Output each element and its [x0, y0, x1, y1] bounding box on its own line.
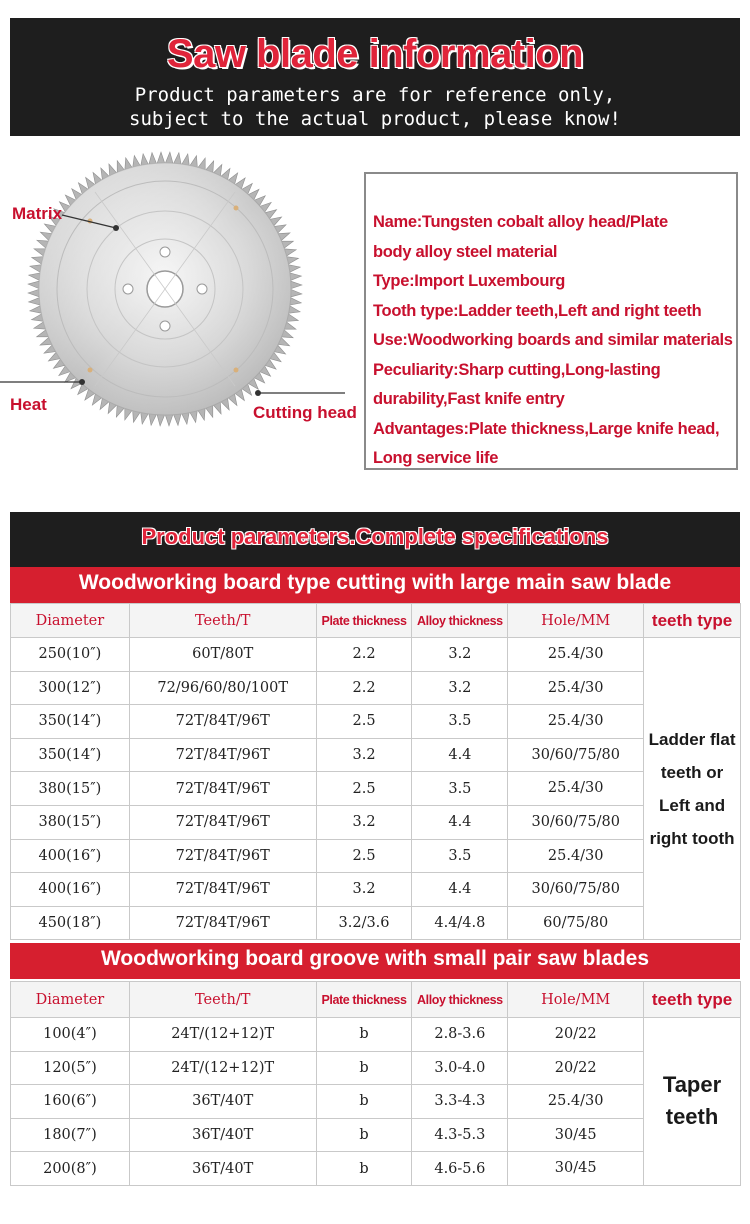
- table-row: [11, 805, 741, 839]
- diameter-cell: 350(14″): [11, 738, 130, 772]
- alloy-thickness-header: Alloy thickness: [412, 982, 508, 1018]
- plate-thickness-header: Plate thickness: [316, 604, 412, 638]
- alloy-thickness-cell: 3.3-4.3: [412, 1085, 508, 1119]
- teeth-cell: 72/96/60/80/100T: [129, 671, 316, 705]
- plate-thickness-header: Plate thickness: [316, 982, 412, 1018]
- table-row: [11, 906, 741, 940]
- alloy-thickness-header: Alloy thickness: [412, 604, 508, 638]
- diameter-cell: 400(16″): [11, 839, 130, 873]
- alloy-thickness-cell: 4.4: [412, 805, 508, 839]
- plate-thickness-cell: 2.5: [316, 705, 412, 739]
- info-line: durability,Fast knife entry: [373, 390, 565, 408]
- teeth-cell: 72T/84T/96T: [129, 738, 316, 772]
- teeth-type-line: teeth or: [660, 762, 724, 782]
- diameter-cell: 300(12″): [11, 671, 130, 705]
- plate-thickness-cell: 3.2/3.6: [316, 906, 412, 940]
- alloy-thickness-cell: 3.5: [412, 772, 508, 806]
- plate-thickness-cell: b: [316, 1051, 412, 1085]
- teeth-cell: 72T/84T/96T: [129, 772, 316, 806]
- teeth-cell: 72T/84T/96T: [129, 705, 316, 739]
- alloy-thickness-cell: 4.3-5.3: [412, 1118, 508, 1152]
- teeth-cell: 24T/(12+12)T: [129, 1018, 316, 1052]
- hole-cell: 30/60/75/80: [508, 873, 644, 907]
- hole-cell: 25.4/30: [508, 772, 644, 806]
- table-row: [11, 638, 741, 672]
- teeth-cell: 36T/40T: [129, 1085, 316, 1119]
- info-line: Peculiarity:Sharp cutting,Long-lasting: [373, 360, 661, 379]
- diameter-header: Diameter: [11, 982, 130, 1018]
- saw-blade-illustration: [0, 150, 360, 470]
- teeth-cell: 72T/84T/96T: [129, 873, 316, 907]
- hole-cell: 25.4/30: [508, 638, 644, 672]
- hole-cell: 25.4/30: [508, 839, 644, 873]
- table-row: [11, 1118, 741, 1152]
- hole-cell: 30/45: [508, 1118, 644, 1152]
- diameter-cell: 400(16″): [11, 873, 130, 907]
- plate-thickness-cell: 2.2: [316, 671, 412, 705]
- diameter-cell: 380(15″): [11, 805, 130, 839]
- diameter-header: Diameter: [11, 604, 130, 638]
- info-line: Name:Tungsten cobalt alloy head/Plate: [373, 213, 668, 231]
- params-banner-title: Product parameters.Complete specifications: [141, 524, 609, 549]
- small-blade-spec-table: [10, 981, 741, 1186]
- table-row: [11, 1152, 741, 1186]
- page-title: Saw blade information: [166, 32, 584, 76]
- teeth-cell: 60T/80T: [129, 638, 316, 672]
- header-banner: [10, 18, 740, 136]
- teeth-cell: 36T/40T: [129, 1118, 316, 1152]
- hole-cell: 60/75/80: [508, 906, 644, 940]
- diameter-cell: 450(18″): [11, 906, 130, 940]
- hole-cell: 25.4/30: [508, 705, 644, 739]
- teeth-cell: 72T/84T/96T: [129, 839, 316, 873]
- diameter-cell: 250(10″): [11, 638, 130, 672]
- params-banner: [10, 512, 740, 568]
- diameter-cell: 350(14″): [11, 705, 130, 739]
- teeth-cell: 36T/40T: [129, 1152, 316, 1186]
- table-row: [11, 1018, 741, 1052]
- plate-thickness-cell: b: [316, 1018, 412, 1052]
- diameter-cell: 380(15″): [11, 772, 130, 806]
- teeth-type-cell: [644, 1018, 741, 1186]
- teeth-type-header: teeth type: [644, 604, 741, 638]
- teeth-header: Teeth/T: [129, 982, 316, 1018]
- alloy-thickness-cell: 3.0-4.0: [412, 1051, 508, 1085]
- hole-header: Hole/MM: [508, 982, 644, 1018]
- teeth-header: Teeth/T: [129, 604, 316, 638]
- plate-thickness-cell: 2.5: [316, 839, 412, 873]
- hole-cell: 20/22: [508, 1051, 644, 1085]
- teeth-cell: 24T/(12+12)T: [129, 1051, 316, 1085]
- teeth-type-line: Ladder flat: [648, 729, 736, 749]
- table-row: [11, 705, 741, 739]
- alloy-thickness-cell: 4.4/4.8: [412, 906, 508, 940]
- table-header-row: [11, 982, 741, 1018]
- plate-thickness-cell: 3.2: [316, 805, 412, 839]
- alloy-thickness-cell: 4.4: [412, 873, 508, 907]
- info-line: body alloy steel material: [373, 242, 558, 261]
- alloy-thickness-cell: 4.6-5.6: [412, 1152, 508, 1186]
- hole-cell: 30/60/75/80: [508, 738, 644, 772]
- alloy-thickness-cell: 3.5: [412, 839, 508, 873]
- diameter-cell: 160(6″): [11, 1085, 130, 1119]
- alloy-thickness-cell: 2.8-3.6: [412, 1018, 508, 1052]
- heat-label: Heat: [10, 395, 47, 414]
- table1-title: Woodworking board type cutting with large main saw blade: [78, 571, 672, 594]
- plate-thickness-cell: b: [316, 1085, 412, 1119]
- table-row: [11, 839, 741, 873]
- hole-cell: 25.4/30: [508, 671, 644, 705]
- table-row: [11, 1051, 741, 1085]
- table-row: [11, 1085, 741, 1119]
- plate-thickness-cell: b: [316, 1152, 412, 1186]
- table2-title: Woodworking board groove with small pair saw blades: [100, 947, 650, 970]
- hole-header: Hole/MM: [508, 604, 644, 638]
- cutting-head-label: Cutting head: [253, 403, 357, 422]
- alloy-thickness-cell: 4.4: [412, 738, 508, 772]
- table-header-row: [11, 604, 741, 638]
- teeth-type-line: Taper: [662, 1072, 722, 1098]
- subtitle-line-1: Product parameters are for reference only,: [134, 84, 616, 106]
- diameter-cell: 120(5″): [11, 1051, 130, 1085]
- teeth-cell: 72T/84T/96T: [129, 805, 316, 839]
- plate-thickness-cell: b: [316, 1118, 412, 1152]
- matrix-label: Matrix: [12, 204, 63, 223]
- teeth-type-line: Left and: [659, 795, 726, 815]
- table1-banner: [10, 567, 740, 603]
- teeth-type-cell: [644, 638, 741, 940]
- teeth-type-header: teeth type: [644, 982, 741, 1018]
- diameter-cell: 200(8″): [11, 1152, 130, 1186]
- hole-cell: 25.4/30: [508, 1085, 644, 1119]
- teeth-cell: 72T/84T/96T: [129, 906, 316, 940]
- subtitle-line-2: subject to the actual product, please know!: [129, 108, 621, 130]
- alloy-thickness-cell: 3.2: [412, 671, 508, 705]
- plate-thickness-cell: 2.2: [316, 638, 412, 672]
- info-line: Use:Woodworking boards and similar materials: [373, 331, 733, 349]
- info-line: Advantages:Plate thickness,Large knife head,: [373, 419, 720, 438]
- teeth-type-line: right tooth: [649, 828, 735, 848]
- diameter-cell: 180(7″): [11, 1118, 130, 1152]
- info-line: Type:Import Luxembourg: [373, 272, 566, 290]
- product-info-box: [364, 172, 738, 470]
- table-row: [11, 738, 741, 772]
- hole-cell: 30/45: [508, 1152, 644, 1186]
- teeth-type-line: teeth: [665, 1104, 719, 1130]
- info-line: Long service life: [373, 449, 499, 467]
- diameter-cell: 100(4″): [11, 1018, 130, 1052]
- plate-thickness-cell: 3.2: [316, 873, 412, 907]
- table-row: [11, 873, 741, 907]
- hole-cell: 30/60/75/80: [508, 805, 644, 839]
- alloy-thickness-cell: 3.2: [412, 638, 508, 672]
- large-blade-spec-table: [10, 603, 741, 940]
- plate-thickness-cell: 2.5: [316, 772, 412, 806]
- table2-banner: [10, 943, 740, 979]
- plate-thickness-cell: 3.2: [316, 738, 412, 772]
- table-row: [11, 671, 741, 705]
- info-line: Tooth type:Ladder teeth,Left and right teeth: [373, 301, 702, 320]
- alloy-thickness-cell: 3.5: [412, 705, 508, 739]
- table-row: [11, 772, 741, 806]
- hole-cell: 20/22: [508, 1018, 644, 1052]
